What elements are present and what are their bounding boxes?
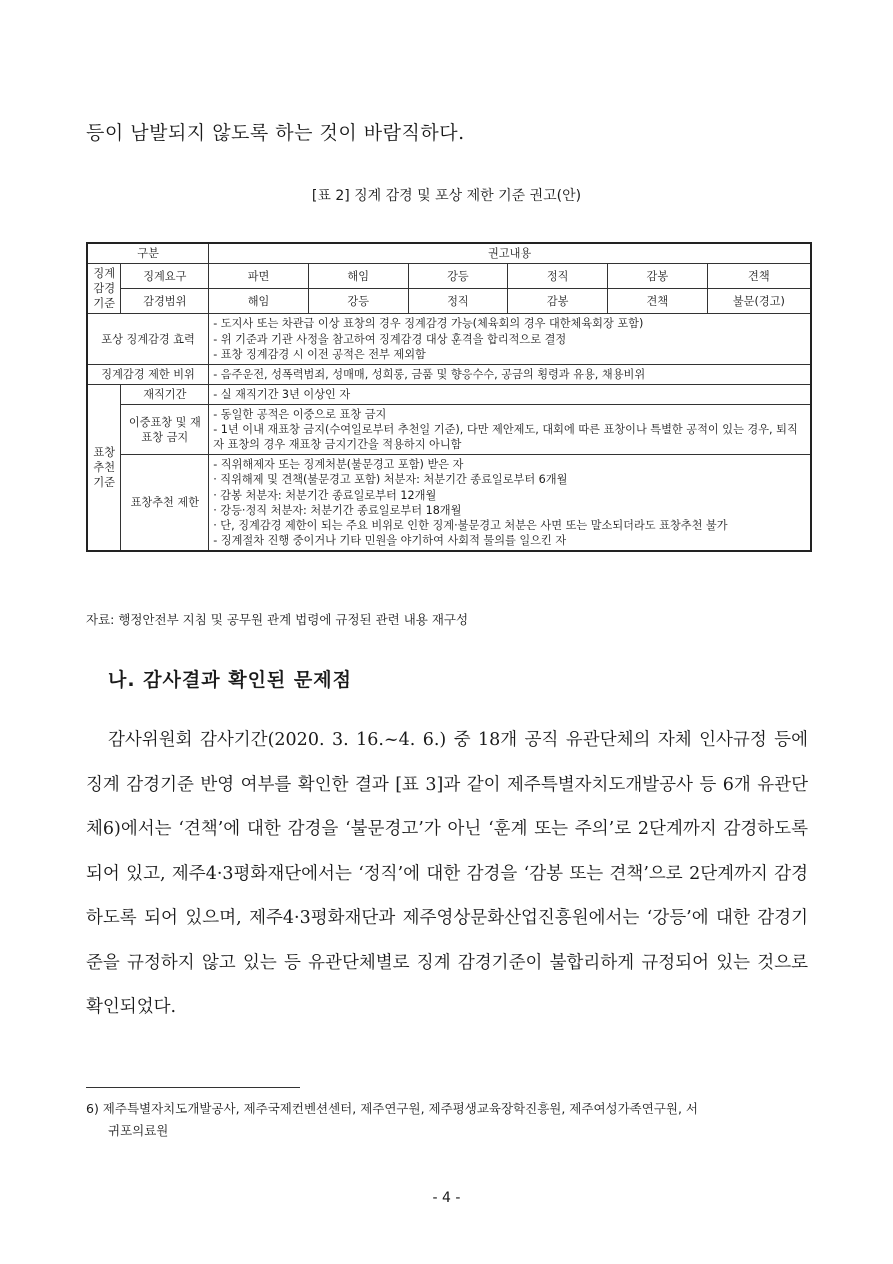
table-row bbox=[87, 455, 811, 551]
table-row bbox=[87, 364, 811, 384]
limit-content: - 음주운전, 성폭력범죄, 성매매, 성희롱, 금품 및 향응수수, 공금의 횡령과 유용, 채용비위 bbox=[209, 364, 811, 384]
reward-reduce-label: 포상 징계감경 효력 bbox=[87, 314, 209, 364]
content-line: - 위 기준과 기관 사정을 참고하여 징계감경 대상 훈격을 합리적으로 결정 bbox=[213, 332, 567, 346]
dup-content bbox=[209, 404, 811, 454]
restrict-label: 표창추천 제한 bbox=[121, 455, 209, 551]
table-row bbox=[87, 384, 811, 404]
disc-req-cell: 파면 bbox=[209, 264, 309, 289]
disc-range-cell: 견책 bbox=[608, 289, 708, 314]
content-line: · 직위해제 및 견책(불문경고 포함) 처분자: 처분기간 종료일로부터 6개월 bbox=[213, 473, 568, 487]
tenure-content: - 실 재직기간 3년 이상인 자 bbox=[209, 384, 811, 404]
table-row bbox=[87, 314, 811, 364]
footnote-line: 귀포의료원 bbox=[108, 1123, 169, 1138]
table-header-row bbox=[87, 243, 811, 264]
header-content: 권고내용 bbox=[209, 243, 811, 264]
disc-group-label: 징계 감경 기준 bbox=[87, 264, 121, 314]
disc-range-cell: 불문(경고) bbox=[707, 289, 811, 314]
content-line: - 징계절차 진행 중이거나 기타 민원을 야기하여 사회적 물의를 일으킨 자 bbox=[213, 533, 567, 547]
footnote bbox=[86, 1098, 808, 1142]
disc-range-label: 감경범위 bbox=[121, 289, 209, 314]
restrict-content bbox=[209, 455, 811, 551]
award-group-label: 표창 추천 기준 bbox=[87, 384, 121, 551]
disc-req-cell: 견책 bbox=[707, 264, 811, 289]
reward-reduce-content bbox=[209, 314, 811, 364]
content-line: · 감봉 처분자: 처분기간 종료일로부터 12개월 bbox=[213, 488, 437, 502]
source-note: 자료: 행정안전부 지침 및 공무원 관계 법령에 규정된 관련 내용 재구성 bbox=[86, 612, 469, 627]
page-number: - 4 - bbox=[432, 1190, 461, 1206]
continued-text-line: 등이 남발되지 않도록 하는 것이 바람직하다. bbox=[86, 122, 465, 144]
dup-label: 이중표창 및 재표창 금지 bbox=[121, 404, 209, 454]
disc-req-cell: 정직 bbox=[508, 264, 608, 289]
footnote-divider bbox=[86, 1087, 300, 1088]
content-line: - 1년 이내 재표창 금지(수여일로부터 추천일 기준), 다만 제안제도, 대회에 따른 표창이나 특별한 공적이 있는 경우, 퇴직자 표창의 경우 재표창 금지기간을 적용하지 아니함 bbox=[213, 423, 798, 452]
table-row bbox=[87, 404, 811, 454]
limit-label: 징계감경 제한 비위 bbox=[87, 364, 209, 384]
disc-req-label: 징계요구 bbox=[121, 264, 209, 289]
body-paragraph bbox=[86, 718, 808, 1030]
disc-req-cell: 감봉 bbox=[608, 264, 708, 289]
content-line: - 직위해제자 또는 징계처분(불문경고 포함) 받은 자 bbox=[213, 458, 464, 472]
paragraph-text: 감사위원회 감사기간(2020. 3. 16.~4. 6.) 중 18개 공직 유관단체의 자체 인사규정 등에 징계 감경기준 반영 여부를 확인한 결과 [표 3]과 같이 제주특별자치도개발공사 등 6개 유관단체6)에서는 ‘견책’에 대한 감경을 ‘불문경고’가 아닌 ‘훈계 또는 주의’로 2단계까지 감경하도록 되어 있고, 제주4·3평화재단에서는 ‘정직’에 대한 감경을 ‘감봉 또는 견책’으로 2단계까지 감경하도록 되어 있으며, 제주4·3평화재단과 제주영상문화산업진흥원에서는 ‘강등’에 대한 감경기준을 규정하지 않고 있는 등 유관단체별로 징계 감경기준이 불합리하게 규정되어 있는 것으로 확인되었다. bbox=[86, 730, 808, 1017]
tenure-label: 재직기간 bbox=[121, 384, 209, 404]
content-line: · 단, 징계감경 제한이 되는 주요 비위로 인한 징계·불문경고 처분은 사면 또는 말소되더라도 표창추천 불가 bbox=[213, 518, 728, 532]
section-heading: 나. 감사결과 확인된 문제점 bbox=[108, 669, 352, 691]
table-row bbox=[87, 264, 811, 289]
disc-req-cell: 강등 bbox=[408, 264, 508, 289]
footnote-line: 6) 제주특별자치도개발공사, 제주국제컨벤션센터, 제주연구원, 제주평생교육장학진흥원, 제주여성가족연구원, 서 bbox=[86, 1101, 698, 1116]
table-caption: [표 2] 징계 감경 및 포상 제한 기준 권고(안) bbox=[311, 188, 582, 204]
disc-req-cell: 해임 bbox=[308, 264, 408, 289]
table-row bbox=[87, 289, 811, 314]
content-line: - 표창 징계감경 시 이전 공적은 전부 제외함 bbox=[213, 347, 426, 361]
content-line: - 동일한 공적은 이중으로 표창 금지 bbox=[213, 407, 387, 421]
disc-range-cell: 정직 bbox=[408, 289, 508, 314]
content-line: - 도지사 또는 차관급 이상 표창의 경우 징계감경 가능(체육회의 경우 대한체육회장 포함) bbox=[213, 317, 644, 331]
discipline-standards-table bbox=[86, 242, 812, 552]
disc-range-cell: 강등 bbox=[308, 289, 408, 314]
header-category: 구분 bbox=[87, 243, 209, 264]
disc-range-cell: 해임 bbox=[209, 289, 309, 314]
disc-range-cell: 감봉 bbox=[508, 289, 608, 314]
content-line: · 강등·정직 처분자: 처분기간 종료일로부터 18개월 bbox=[213, 503, 462, 517]
